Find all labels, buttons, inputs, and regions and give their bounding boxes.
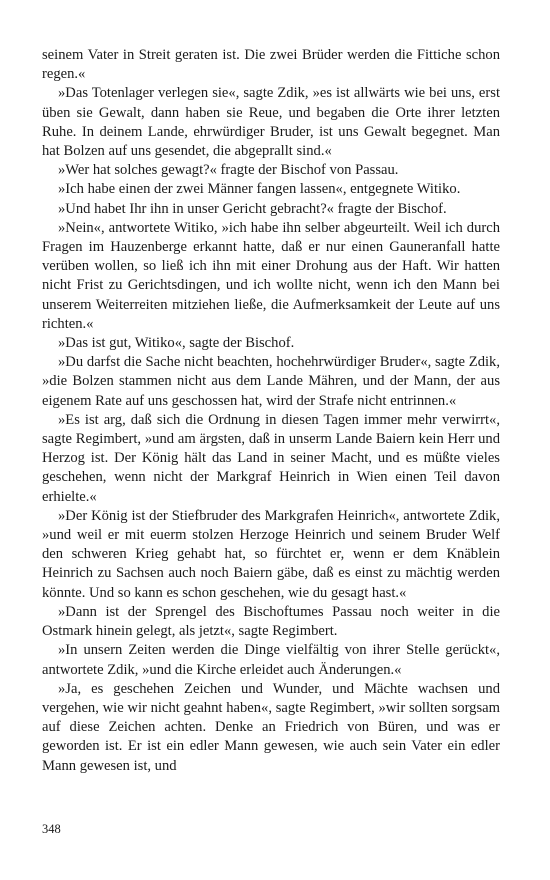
paragraph: »Das Totenlager verlegen sie«, sagte Zdik, »es ist allwärts wie bei uns, erst üben sie Gewalt, dann haben sie Reue, und begaben die Orte ihrer letzten Ruhe. In deinem Lande, ehrwürdiger Bruder, ist uns Gewalt begegnet. Man hat Bolzen auf uns gesendet, die abgeprallt sind.« xyxy=(42,85,500,160)
paragraph: »Es ist arg, daß sich die Ordnung in diesen Tagen immer mehr verwirrt«, sagte Regimbert, »und am ärgsten, daß in unserm Lande Baiern kein Herr und Herzog ist. Der König hält das Land in seiner Macht, und es müßte vieles geschehen, wenn nicht der Markgraf Heinrich in Wien einen Teil davon erhielte.« xyxy=(42,411,500,505)
paragraph: »Dann ist der Sprengel des Bischoftumes Passau noch weiter in die Ostmark hinein gelegt, als jetzt«, sagte Regimbert. xyxy=(42,603,500,640)
paragraph-continuation: seinem Vater in Streit geraten ist. Die zwei Brüder werden die Fittiche schon regen.« xyxy=(42,47,500,83)
paragraph: »Wer hat solches gewagt?« fragte der Bischof von Passau. xyxy=(58,162,399,179)
paragraph: »Ich habe einen der zwei Männer fangen lassen«, entgegnete Witiko. xyxy=(58,181,461,198)
paragraph: »Du darfst die Sache nicht beachten, hochehrwürdiger Bruder«, sagte Zdik, »die Bolzen stammen nicht aus dem Lande Mähren, und der Mann, der aus eigenem Rate auf uns geschossen hat, wird der Strafe nicht entrinnen.« xyxy=(42,354,500,409)
paragraph: »Nein«, antwortete Witiko, »ich habe ihn selber abgeurteilt. Weil ich durch Fragen im Hauzenberge erkannt hatte, daß er nur einen Gauneranfall hatte verüben wollen, so ließ ich ihn mit einer Drohung aus der Haft. Wir hatten nicht Frist zu Gerichtsdingen, und ich wollte nicht, wenn ich den Mann bei unserem Weiterreiten mitziehen ließe, die Aufmerksamkeit der Leute auf uns richten.« xyxy=(42,219,500,332)
paragraph: »Der König ist der Stiefbruder des Markgrafen Heinrich«, antwortete Zdik, »und weil er mit euerm stolzen Herzoge Heinrich und seinem Bruder Welf den schweren Krieg gehabt hat, so fürchtet er, wenn er dem Knäblein Heinrich zu Sachsen auch noch Baiern gäbe, daß es einst zu mächtig werden könnte. Und so kann es schon geschehen, wie du gesagt hast.« xyxy=(42,507,500,601)
paragraph: »Und habet Ihr ihn in unser Gericht gebracht?« fragte der Bischof. xyxy=(58,200,447,217)
paragraph: »Ja, es geschehen Zeichen und Wunder, und Mächte wachsen und vergehen, wie wir nicht geahnt haben«, sagte Regimbert, »wir sollten sorgsam auf diese Zeichen achten. Denke an Friedrich von Büren, und was er geworden ist. Er ist ein edler Mann gewesen, wie auch sein Vater ein edler Mann gewesen ist, und xyxy=(42,680,500,774)
page-number: 348 xyxy=(42,822,61,836)
paragraph: »In unsern Zeiten werden die Dinge vielfältig von ihrer Stelle gerückt«, antwortete Zdik, »und die Kirche erleidet auch Änderungen.« xyxy=(42,642,500,678)
book-page-text xyxy=(42,46,500,776)
paragraph: »Das ist gut, Witiko«, sagte der Bischof. xyxy=(58,335,295,352)
